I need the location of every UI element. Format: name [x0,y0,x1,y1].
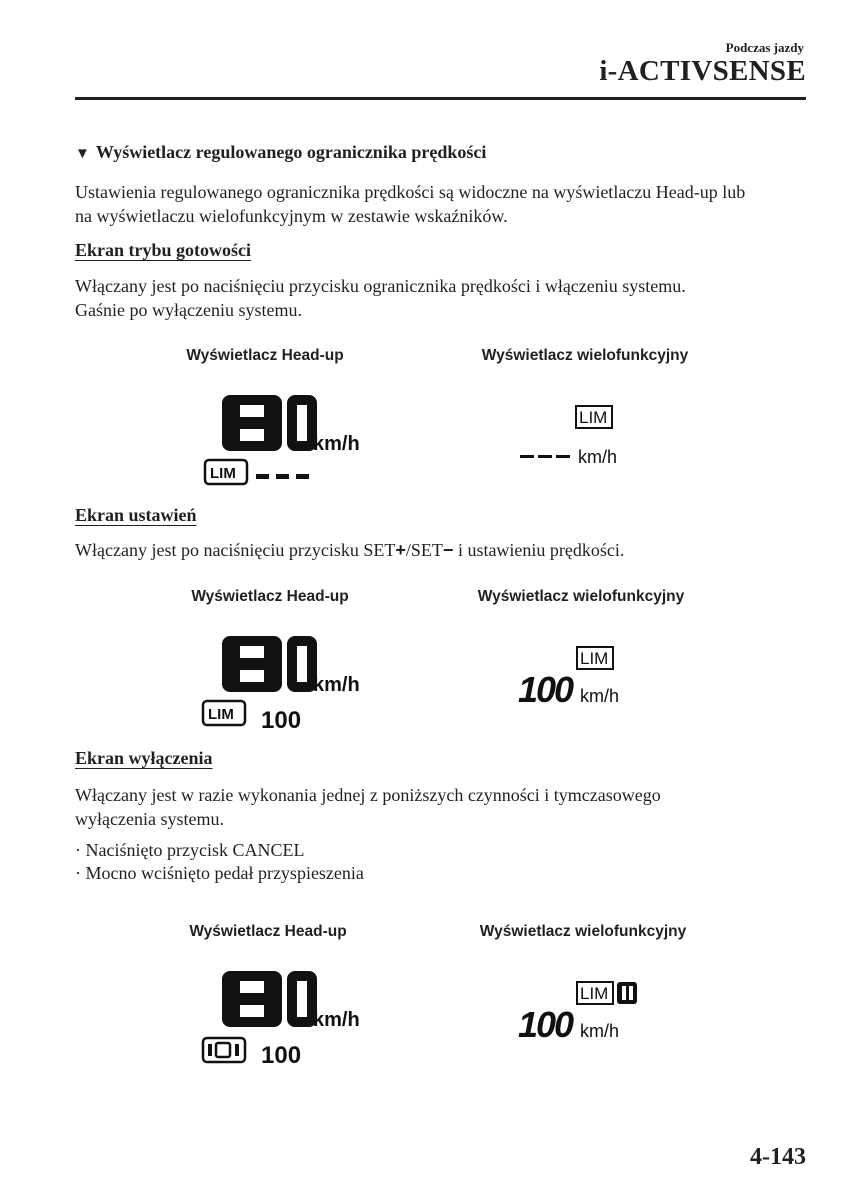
setting-hud-lim: LIM [208,706,234,723]
pause-icon [617,982,637,1004]
chapter-title: i-ACTIVSENSE [599,55,806,87]
setting-line-slash-set: /SET [405,540,443,560]
off-mid-caption: Wyświetlacz wielofunkcyjny [479,923,687,940]
standby-mid-display [520,406,617,467]
standby-hud-unit: km/h [313,433,360,455]
setting-hud-digit-8 [222,636,282,692]
setting-line-prefix: Włączany jest po naciśnięciu przycisku SET [75,540,396,560]
standby-mid-caption: Wyświetlacz wielofunkcyjny [481,347,689,364]
standby-hud-display [205,395,360,484]
off-mid-unit: km/h [580,1021,620,1041]
off-hud-display [203,971,360,1069]
standby-hud-set-dashes [256,474,309,479]
intro-line-1: Ustawienia regulowanego ogranicznika prędkości są widoczne na wyświetlaczu Head-up lub [75,182,746,202]
setting-mid-lim: LIM [580,649,609,668]
standby-line-1: Włączany jest po naciśnięciu przycisku ogranicznika prędkości i włączeniu systemu. [75,276,686,296]
setting-mid-display [518,647,619,710]
off-hud-lim-off-icon [203,1038,245,1062]
off-hud-unit: km/h [313,1009,360,1031]
off-mid-lim: LIM [580,984,609,1003]
off-bullet-1: · Naciśnięto przycisk CANCEL [75,840,305,860]
running-head: Podczas jazdy [725,40,804,55]
standby-mid-lim: LIM [579,408,608,427]
standby-line-2: Gaśnie po wyłączeniu systemu. [75,300,302,320]
off-hud-set-speed: 100 [261,1042,302,1069]
setting-hud-unit: km/h [313,674,360,696]
off-paragraph [75,783,815,831]
setting-hud-display [203,636,360,734]
setting-paragraph [75,538,815,562]
off-hud-digit-8 [222,971,282,1027]
triangle-down-icon: ▼ [75,146,90,162]
standby-mid-set-dashes [520,455,570,458]
page-number: 4-143 [750,1144,806,1170]
section-heading-text: Wyświetlacz regulowanego ogranicznika prędkości [95,142,487,162]
setting-mid-set-speed: 100 [518,669,573,710]
minus-icon: − [442,540,454,560]
off-mid-display [518,982,637,1045]
off-line-2: wyłączenia systemu. [75,809,224,829]
setting-hud-caption: Wyświetlacz Head-up [191,588,349,605]
off-mid-set-speed: 100 [518,1004,573,1045]
setting-mid-unit: km/h [580,686,620,706]
off-hud-caption: Wyświetlacz Head-up [189,923,347,940]
setting-heading: Ekran ustawień [75,505,197,525]
setting-mid-caption: Wyświetlacz wielofunkcyjny [477,588,685,605]
setting-hud-set-speed: 100 [261,707,302,734]
plus-icon: + [395,540,406,560]
intro-line-2: na wyświetlaczu wielofunkcyjnym w zestawie wskaźników. [75,206,508,226]
off-heading: Ekran wyłączenia [75,748,213,768]
standby-hud-lim: LIM [210,465,236,482]
off-bullet-2: · Mocno wciśnięto pedał przyspieszenia [75,863,364,883]
standby-heading: Ekran trybu gotowości [75,240,252,260]
standby-hud-caption: Wyświetlacz Head-up [186,347,344,364]
standby-mid-unit: km/h [578,447,618,467]
standby-hud-speed-digits [222,395,317,451]
off-line-1: Włączany jest w razie wykonania jednej z poniższych czynności i tymczasowego [75,785,661,805]
setting-line-suffix: i ustawieniu prędkości. [453,540,625,560]
